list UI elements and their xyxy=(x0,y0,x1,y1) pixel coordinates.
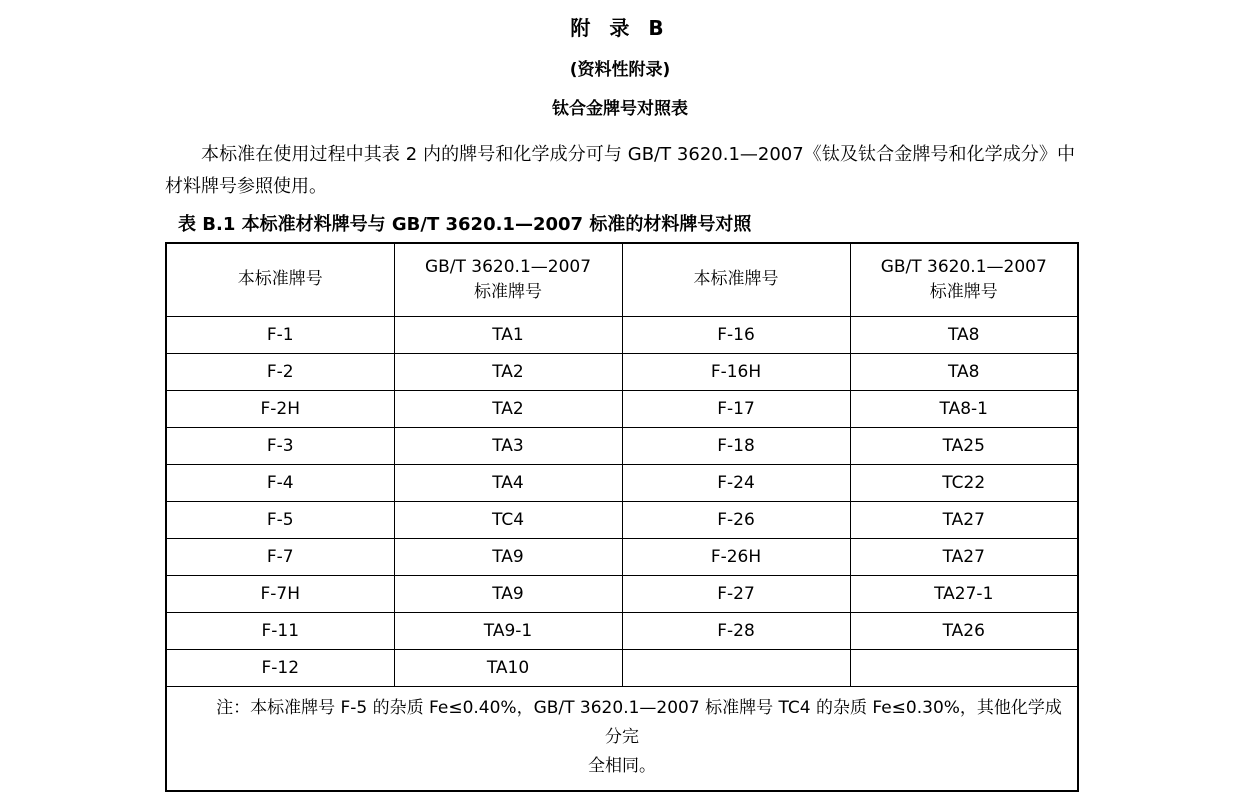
cell-grade-gb-2: TA27 xyxy=(850,502,1078,539)
cell-grade-local: F-2H xyxy=(166,391,394,428)
grade-comparison-table xyxy=(165,242,1079,792)
cell-grade-gb-2: TA8 xyxy=(850,354,1078,391)
cell-grade-gb: TA3 xyxy=(394,428,622,465)
cell-grade-gb: TA4 xyxy=(394,465,622,502)
cell-grade-local: F-1 xyxy=(166,317,394,354)
cell-grade-local-2: F-16 xyxy=(622,317,850,354)
table-caption: 表 B.1 本标准材料牌号与 GB/T 3620.1—2007 标准的材料牌号对照 xyxy=(178,214,752,235)
table-row xyxy=(166,354,1078,391)
table-body xyxy=(166,317,1078,791)
cell-grade-local-2 xyxy=(622,650,850,687)
cell-grade-gb: TA10 xyxy=(394,650,622,687)
column-header-2-line2: 标准牌号 xyxy=(474,282,542,302)
column-header-3 xyxy=(622,243,850,317)
cell-grade-local-2: F-17 xyxy=(622,391,850,428)
column-header-4 xyxy=(850,243,1078,317)
table-note-line-2: 全相同。 xyxy=(588,755,656,776)
column-header-1-line1: 本标准牌号 xyxy=(237,269,323,290)
column-header-2-line1: GB/T 3620.1—2007 xyxy=(424,256,592,277)
cell-grade-local: F-7H xyxy=(166,576,394,613)
table-header-row xyxy=(166,243,1078,317)
column-header-4-line2: 标准牌号 xyxy=(929,282,998,302)
cell-grade-local: F-3 xyxy=(166,428,394,465)
cell-grade-local-2: F-18 xyxy=(622,428,850,465)
table-row xyxy=(166,465,1078,502)
cell-grade-local: F-12 xyxy=(166,650,394,687)
cell-grade-gb: TC4 xyxy=(394,502,622,539)
table-note-row xyxy=(166,687,1078,791)
cell-grade-gb: TA9 xyxy=(394,576,622,613)
cell-grade-local-2: F-26H xyxy=(622,539,850,576)
table-row xyxy=(166,391,1078,428)
cell-grade-gb-2: TA8-1 xyxy=(850,391,1078,428)
table-row xyxy=(166,613,1078,650)
document-page xyxy=(0,12,1240,776)
column-header-2 xyxy=(394,243,622,317)
cell-grade-local-2: F-24 xyxy=(622,465,850,502)
cell-grade-local-2: F-27 xyxy=(622,576,850,613)
cell-grade-local: F-2 xyxy=(166,354,394,391)
cell-grade-gb: TA1 xyxy=(394,317,622,354)
cell-grade-gb-2: TA26 xyxy=(850,613,1078,650)
grade-comparison-table-wrapper xyxy=(165,242,1077,792)
column-header-1 xyxy=(166,243,394,317)
table-header xyxy=(166,243,1078,317)
cell-grade-local-2: F-26 xyxy=(622,502,850,539)
cell-grade-gb: TA2 xyxy=(394,354,622,391)
appendix-subtitle: (资料性附录) xyxy=(569,60,671,80)
cell-grade-gb-2: TC22 xyxy=(850,465,1078,502)
table-row xyxy=(166,576,1078,613)
table-row xyxy=(166,317,1078,354)
cell-grade-gb-2: TA27 xyxy=(850,539,1078,576)
cell-grade-gb-2: TA27-1 xyxy=(850,576,1078,613)
body-paragraph: 本标准在使用过程中其表 2 内的牌号和化学成分可与 GB/T 3620.1—2007《钛及钛合金牌号和化学成分》中材料牌号参照使用。 xyxy=(165,144,1075,197)
table-row xyxy=(166,502,1078,539)
table-row xyxy=(166,539,1078,576)
table-note xyxy=(166,687,1078,791)
appendix-title: 附 录 B xyxy=(570,16,670,40)
cell-grade-gb-2: TA25 xyxy=(850,428,1078,465)
cell-grade-local: F-4 xyxy=(166,465,394,502)
table-row xyxy=(166,650,1078,687)
cell-grade-local: F-11 xyxy=(166,613,394,650)
cell-grade-gb: TA9 xyxy=(394,539,622,576)
cell-grade-gb-2 xyxy=(850,650,1078,687)
cell-grade-local: F-5 xyxy=(166,502,394,539)
cell-grade-gb-2: TA8 xyxy=(850,317,1078,354)
cell-grade-gb: TA2 xyxy=(394,391,622,428)
table-row xyxy=(166,428,1078,465)
column-header-3-line1: 本标准牌号 xyxy=(693,269,779,290)
column-header-4-line1: GB/T 3620.1—2007 xyxy=(880,256,1047,277)
cell-grade-local-2: F-28 xyxy=(622,613,850,650)
table-note-line-1: 注：本标准牌号 F-5 的杂质 Fe≤0.40%，GB/T 3620.1—2007 标准牌号 TC4 的杂质 Fe≤0.30%，其他化学成分完 xyxy=(216,698,1062,747)
cell-grade-local: F-7 xyxy=(166,539,394,576)
cell-grade-local-2: F-16H xyxy=(622,354,850,391)
appendix-name: 钛合金牌号对照表 xyxy=(552,99,688,119)
cell-grade-gb: TA9-1 xyxy=(394,613,622,650)
